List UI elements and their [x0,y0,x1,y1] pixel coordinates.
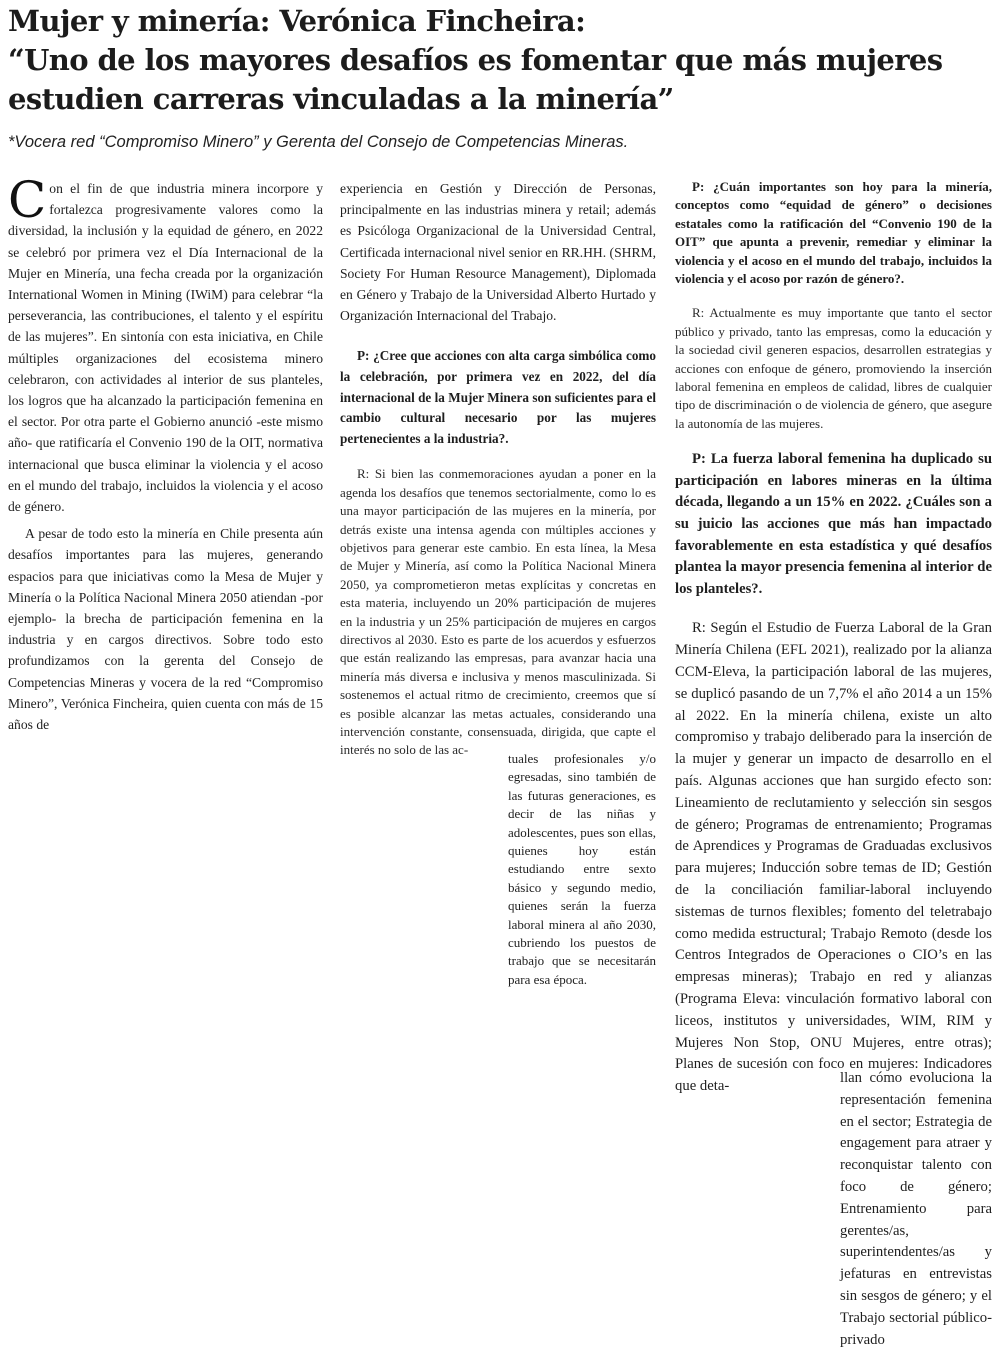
question-2: P: ¿Cuán importantes son hoy para la minería, conceptos como “equidad de género” o decisiones estatales como la ratificación del “Convenio 190 de la OIT” que apunta a prevenir, remediar y eliminar la violencia y el acoso en el mundo del trabajo, incluidos la violencia y el acoso por razón de género?. [675,179,992,287]
title-line-1: Mujer y minería: Verónica Fincheira: [8,4,586,38]
intro-paragraph: Con el fin de que industria minera incorpore y fortalezca progresivamente valores como la diversidad, la inclusión y la equidad de género, en 2022 se celebró por primera vez el Día Internacional de la Mujer en Minería, una fecha creada por la organización International Women in Mining (IWiM) para celebrar “la perseverancia, las contribuciones, el talento y el espíritu de las mujeres”. En sintonía con esta iniciativa, en Chile múltiples organizaciones del ecosistema minero celebraron, con actividades al interior de sus planteles, los logros que ha alcanzado la participación femenina en el sector. Por otra parte el Gobierno anunció -este mismo año- que ratificaría el Convenio 190 de la OIT, normativa internacional que busca eliminar la violencia y el acoso en el mundo del trabajo, incluidos la violencia y el acoso de género. [8,171,323,515]
column-3 [675,178,992,1098]
paragraph-2: A pesar de todo esto la minería en Chile presenta aún desafíos importantes para las mujeres, generando espacios para que iniciativas como la Mesa de Mujer y Minería o la Política Nacional Minera 2050 atiendan -por ejemplo- la brecha de participación femenina en la industria y en cargos directivos. Sobre todo esto profundizamos con la gerenta del Consejo de Competencias Mineras y vocera de la red “Compromiso Minero”, Verónica Fincheira, quien cuenta con más de 15 años de [8,526,323,733]
title-line-2: “Uno de los mayores desafíos es fomentar que más mujeres estudien carreras vinculadas a la minería” [8,43,943,116]
article-title [8,2,993,119]
question-3: P: La fuerza laboral femenina ha duplicado su participación en labores mineras en la última década, llegando a un 15% en 2022. ¿Cuáles son a su juicio las acciones que más han impactado favorablemente en esta estadística y qué desafíos plantea la mayor presencia femenina al interior de los planteles?. [675,451,992,597]
answer-3-continued: llan cómo evoluciona la representación femenina en el sector; Estrategia de engagement para atraer y reconquistar talento con foco de género; Entrenamiento para gerentes/as, superintendentes/as y jefaturas en entrevistas sin sesgos de género; y el Trabajo sectorial público-privado [840,1070,992,1348]
column-2 [340,178,656,760]
question-1: P: ¿Cree que acciones con alta carga simbólica como la celebración, por primera vez en 2022, del día internacional de la Mujer Minera son suficientes para el cambio cultural necesario por las mujeres pertenecientes a la industria?. [340,348,656,446]
answer-1-continued: tuales profesionales y/o egresadas, sino también de las futuras generaciones, es decir de las niñas y adolescentes, pues son ellas, quienes hoy están estudiando entre sexto básico y segundo medio, quienes serán la fuerza laboral minera al año 2030, cubriendo los puestos de trabajo que se necesitarán para esa época. [508,751,656,987]
answer-2: R: Actualmente es muy importante que tanto el sector público y privado, tanto las empresas, como la educación y la sociedad civil generen espacios, desarrollen estrategias y acciones con enfoque de género, promoviendo la inserción laboral femenina en empleos de calidad, libres de cualquier tipo de discriminación o de violencia de género, que asegure la autonomía de las mujeres. [675,305,992,431]
answer-1: R: Si bien las conmemoraciones ayudan a poner en la agenda los desafíos que tenemos sectorialmente, como lo es una mayor participación de las mujeres en la minería, por detrás existe una intensa agenda con múltiples acciones y objetivos para generar este cambio. En esta línea, la Mesa de Mujer y Minería, así como la Política Nacional Minera 2050, ya comprometieron metas explícitas y concretas en esta materia, incluyendo un 20% participación de mujeres en la industria y un 25% participación de mujeres en cargos directivos al 2030. Esto es parte de los acuerdos y esfuerzos que están realizando las empresas, para avanzar hacia una minería más diversa e inclusiva y menos masculinizada. Si sostenemos el actual ritmo de crecimiento, creemos que sí es posible alcanzar las metas actuales, considerando una intervención constante, consensuada, dirigida, que capte el interés no solo de las ac- [340,466,656,758]
article-subtitle: *Vocera red “Compromiso Minero” y Gerenta del Consejo de Competencias Mineras. [8,133,629,151]
column-1 [8,171,323,735]
drop-cap: C [8,171,47,229]
paragraph-3: experiencia en Gestión y Dirección de Personas, principalmente en las industrias minera y retail; además es Psicóloga Organizacional de la Universidad Central, Certificada internacional nivel senior en RR.HH. (SHRM, Society For Human Resource Management), Diplomada en Género y Trabajo de la Universidad Alberto Hurtado y Organización Internacional del Trabajo. [340,181,656,324]
answer-3: R: Según el Estudio de Fuerza Laboral de la Gran Minería Chilena (EFL 2021), realizado por la alianza CCM-Eleva, la participación laboral de las mujeres, se duplicó pasando de un 7,7% el año 2014 a un 15% al 2022. En la minería chilena, existe un alto compromiso y trabajo deliberado para la inserción de la mujer y generar un impacto de desarrollo en el país. Algunas acciones que han surgido efecto son: Lineamiento de reclutamiento y selección sin sesgos de género; Programas de entrenamiento; Programas de Aprendices y Programas de Graduadas exclusivos para mujeres; Inducción sobre temas de ID; Gestión de la conciliación familiar-laboral incluyendo sistemas de turnos flexibles; fomento del teletrabajo como medida estructural; Trabajo Remoto (desde los Centros Integrados de Operaciones o CIO’s en las empresas mineras); Trabajo en red y alianzas (Programa Eleva: vinculación formativo laboral con liceos, institutos y universidades, WIM, RIM y Mujeres Non Stop, ONU Mujeres, entre otras); Planes de sucesión con foco en mujeres: Indicadores que deta- [675,620,992,1095]
